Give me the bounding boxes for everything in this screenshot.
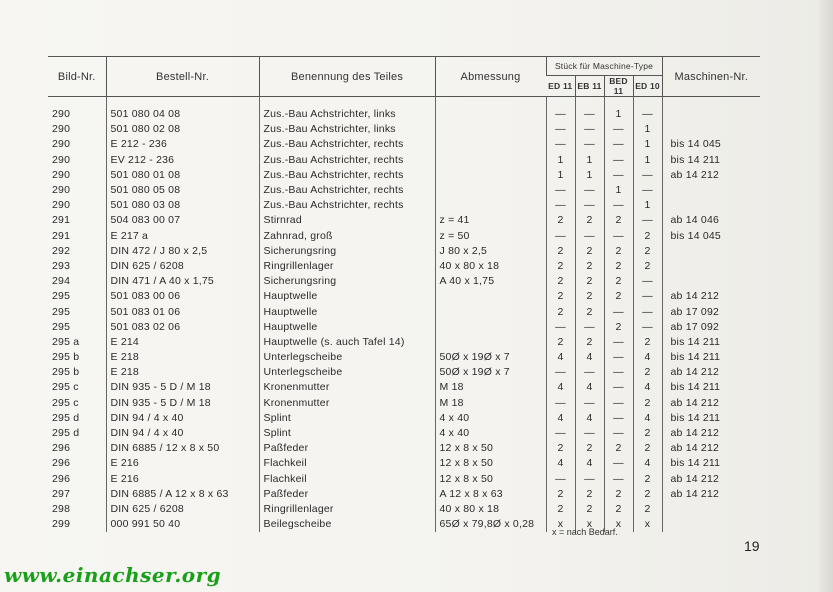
cell-bild-nr: 295 b: [52, 351, 80, 364]
header-abmessung: Abmessung: [435, 57, 546, 97]
table-row: [48, 213, 760, 228]
cell-eb11: x: [575, 517, 604, 532]
cell-benennung: Hauptwelle: [259, 320, 435, 335]
cell-eb11: —: [575, 426, 604, 441]
cell-bild-nr: 296: [52, 457, 71, 470]
header-bestell-nr: Bestell-Nr.: [106, 57, 259, 97]
header-ed11: ED 11: [546, 76, 575, 97]
cell-ed11: 2: [546, 487, 575, 502]
cell-bild-nr: 295 c: [52, 396, 79, 409]
parts-table: [48, 56, 760, 532]
cell-abmessung: 65Ø x 79,8Ø x 0,28: [435, 517, 546, 532]
cell-benennung: Beilegscheibe: [259, 517, 435, 532]
cell-eb11: 2: [575, 502, 604, 517]
cell-ed10: —: [633, 213, 662, 228]
cell-bed11: 1: [604, 107, 633, 122]
cell-ed11: —: [546, 183, 575, 198]
table-row: [48, 304, 760, 319]
table-row: [48, 137, 760, 152]
cell-eb11: 4: [575, 411, 604, 426]
cell-abmessung: 12 x 8 x 50: [435, 456, 546, 471]
table-row: [48, 168, 760, 183]
page-number: 19: [744, 538, 760, 554]
cell-bestell-nr: 501 080 04 08: [106, 107, 259, 122]
cell-bild-nr: 296: [52, 472, 71, 485]
cell-bild-nr: 295 d: [52, 427, 80, 440]
cell-bestell-nr: DIN 935 - 5 D / M 18: [106, 380, 259, 395]
cell-bild-nr: 295 d: [52, 411, 80, 424]
cell-benennung: Hauptwelle: [259, 304, 435, 319]
cell-bild-nr: 290: [52, 123, 71, 136]
cell-ed10: —: [633, 107, 662, 122]
cell-abmessung: 40 x 80 x 18: [435, 259, 546, 274]
cell-abmessung: 50Ø x 19Ø x 7: [435, 365, 546, 380]
cell-bed11: 2: [604, 441, 633, 456]
table-row: [48, 350, 760, 365]
cell-ed11: 2: [546, 441, 575, 456]
cell-abmessung: [435, 168, 546, 183]
page-edge-shadow: [819, 0, 833, 592]
cell-ed11: —: [546, 122, 575, 137]
cell-benennung: Zahnrad, groß: [259, 229, 435, 244]
cell-maschinen-nr: bis 14 211: [662, 456, 760, 471]
cell-maschinen-nr: ab 14 212: [662, 168, 760, 183]
cell-bestell-nr: 501 080 01 08: [106, 168, 259, 183]
cell-bed11: —: [604, 229, 633, 244]
header-benennung: Benennung des Teiles: [259, 57, 435, 97]
cell-eb11: 2: [575, 289, 604, 304]
table-row: [48, 183, 760, 198]
cell-bed11: x: [604, 517, 633, 532]
cell-bestell-nr: E 218: [106, 365, 259, 380]
cell-ed11: —: [546, 396, 575, 411]
cell-benennung: Splint: [259, 426, 435, 441]
cell-bestell-nr: 501 080 02 08: [106, 122, 259, 137]
cell-bed11: —: [604, 137, 633, 152]
cell-abmessung: 12 x 8 x 50: [435, 472, 546, 487]
cell-abmessung: A 12 x 8 x 63: [435, 487, 546, 502]
cell-benennung: Zus.-Bau Achstrichter, rechts: [259, 168, 435, 183]
cell-bestell-nr: E 212 - 236: [106, 137, 259, 152]
cell-abmessung: [435, 320, 546, 335]
cell-bed11: —: [604, 335, 633, 350]
cell-maschinen-nr: ab 14 212: [662, 487, 760, 502]
cell-ed10: 2: [633, 441, 662, 456]
cell-ed10: 4: [633, 350, 662, 365]
cell-ed10: —: [633, 168, 662, 183]
cell-bestell-nr: DIN 625 / 6208: [106, 502, 259, 517]
cell-abmessung: 12 x 8 x 50: [435, 441, 546, 456]
table-row: [48, 472, 760, 487]
cell-bild-nr: 294: [52, 275, 71, 288]
cell-bed11: —: [604, 350, 633, 365]
cell-abmessung: 4 x 40: [435, 411, 546, 426]
cell-benennung: Sicherungsring: [259, 274, 435, 289]
cell-ed11: 2: [546, 502, 575, 517]
cell-abmessung: z = 50: [435, 229, 546, 244]
cell-abmessung: 50Ø x 19Ø x 7: [435, 350, 546, 365]
cell-eb11: 4: [575, 456, 604, 471]
cell-eb11: 4: [575, 380, 604, 395]
cell-benennung: Unterlegscheibe: [259, 365, 435, 380]
table-row: [48, 456, 760, 471]
table-row: [48, 426, 760, 441]
cell-bestell-nr: DIN 935 - 5 D / M 18: [106, 396, 259, 411]
cell-abmessung: M 18: [435, 380, 546, 395]
cell-bestell-nr: 501 080 05 08: [106, 183, 259, 198]
cell-eb11: —: [575, 396, 604, 411]
cell-eb11: 2: [575, 487, 604, 502]
cell-abmessung: [435, 198, 546, 213]
cell-bild-nr: 290: [52, 138, 71, 151]
cell-ed11: 2: [546, 304, 575, 319]
cell-bild-nr: 297: [52, 487, 71, 500]
table-row: [48, 229, 760, 244]
cell-eb11: 2: [575, 304, 604, 319]
cell-benennung: Zus.-Bau Achstrichter, rechts: [259, 153, 435, 168]
cell-maschinen-nr: ab 14 212: [662, 396, 760, 411]
table-row: [48, 153, 760, 168]
table-row: [48, 198, 760, 213]
cell-bild-nr: 291: [52, 214, 71, 227]
header-stueck-group: Stück für Maschine-Type: [546, 57, 662, 76]
cell-ed11: —: [546, 365, 575, 380]
cell-eb11: —: [575, 320, 604, 335]
cell-ed10: 2: [633, 472, 662, 487]
cell-eb11: 4: [575, 350, 604, 365]
cell-bestell-nr: 501 083 02 06: [106, 320, 259, 335]
cell-eb11: 2: [575, 335, 604, 350]
cell-abmessung: 4 x 40: [435, 426, 546, 441]
cell-bild-nr: 295: [52, 305, 71, 318]
cell-eb11: 2: [575, 244, 604, 259]
cell-ed10: 2: [633, 259, 662, 274]
cell-bed11: —: [604, 456, 633, 471]
table-row: [48, 107, 760, 122]
cell-maschinen-nr: [662, 107, 760, 122]
cell-abmessung: [435, 304, 546, 319]
cell-eb11: 1: [575, 168, 604, 183]
header-bild-nr: Bild-Nr.: [48, 57, 106, 97]
cell-bestell-nr: DIN 6885 / A 12 x 8 x 63: [106, 487, 259, 502]
cell-bild-nr: 299: [52, 518, 71, 531]
cell-ed11: —: [546, 107, 575, 122]
table-row: [48, 335, 760, 350]
cell-abmessung: [435, 122, 546, 137]
cell-maschinen-nr: [662, 259, 760, 274]
table-row: [48, 487, 760, 502]
cell-eb11: —: [575, 365, 604, 380]
cell-ed11: x: [546, 517, 575, 532]
cell-bed11: 2: [604, 487, 633, 502]
table-row: [48, 411, 760, 426]
table-row: [48, 396, 760, 411]
cell-eb11: 1: [575, 153, 604, 168]
cell-ed10: —: [633, 320, 662, 335]
table-row: [48, 517, 760, 532]
cell-ed10: 2: [633, 335, 662, 350]
cell-abmessung: [435, 289, 546, 304]
cell-bed11: —: [604, 153, 633, 168]
cell-maschinen-nr: [662, 274, 760, 289]
cell-ed11: —: [546, 320, 575, 335]
cell-bestell-nr: EV 212 - 236: [106, 153, 259, 168]
cell-bestell-nr: DIN 6885 / 12 x 8 x 50: [106, 441, 259, 456]
cell-maschinen-nr: bis 14 045: [662, 137, 760, 152]
cell-maschinen-nr: ab 14 212: [662, 289, 760, 304]
cell-bestell-nr: 501 083 00 06: [106, 289, 259, 304]
cell-bed11: 2: [604, 213, 633, 228]
cell-ed10: 2: [633, 365, 662, 380]
cell-maschinen-nr: ab 14 212: [662, 441, 760, 456]
cell-maschinen-nr: bis 14 211: [662, 411, 760, 426]
cell-ed11: 2: [546, 259, 575, 274]
cell-benennung: Zus.-Bau Achstrichter, rechts: [259, 198, 435, 213]
cell-ed10: 2: [633, 396, 662, 411]
cell-benennung: Hauptwelle: [259, 289, 435, 304]
cell-ed11: 2: [546, 274, 575, 289]
cell-abmessung: [435, 335, 546, 350]
cell-ed11: 1: [546, 168, 575, 183]
cell-bild-nr: 295 c: [52, 381, 79, 394]
cell-ed11: 2: [546, 289, 575, 304]
table-row: [48, 502, 760, 517]
cell-maschinen-nr: ab 14 212: [662, 472, 760, 487]
cell-benennung: Sicherungsring: [259, 244, 435, 259]
table-row: [48, 380, 760, 395]
cell-bestell-nr: E 216: [106, 472, 259, 487]
cell-ed11: 2: [546, 335, 575, 350]
cell-bestell-nr: DIN 94 / 4 x 40: [106, 426, 259, 441]
cell-eb11: —: [575, 137, 604, 152]
cell-ed10: 2: [633, 426, 662, 441]
cell-ed10: 2: [633, 229, 662, 244]
cell-ed10: 1: [633, 153, 662, 168]
cell-ed10: x: [633, 517, 662, 532]
header-ed10: ED 10: [633, 76, 662, 97]
table-row: [48, 365, 760, 380]
table-row: [48, 259, 760, 274]
cell-eb11: 2: [575, 259, 604, 274]
cell-maschinen-nr: bis 14 211: [662, 153, 760, 168]
cell-maschinen-nr: ab 14 212: [662, 365, 760, 380]
cell-eb11: —: [575, 183, 604, 198]
table-row: [48, 122, 760, 137]
watermark-link[interactable]: www.einachser.org: [4, 563, 222, 587]
cell-abmessung: [435, 183, 546, 198]
cell-ed10: —: [633, 183, 662, 198]
cell-maschinen-nr: ab 17 092: [662, 304, 760, 319]
cell-bestell-nr: DIN 625 / 6208: [106, 259, 259, 274]
cell-benennung: Ringrillenlager: [259, 502, 435, 517]
cell-bild-nr: 290: [52, 184, 71, 197]
cell-bild-nr: 298: [52, 502, 71, 515]
cell-benennung: Kronenmutter: [259, 396, 435, 411]
cell-maschinen-nr: [662, 122, 760, 137]
cell-bild-nr: 295: [52, 290, 71, 303]
cell-benennung: Zus.-Bau Achstrichter, rechts: [259, 137, 435, 152]
cell-bild-nr: 292: [52, 244, 71, 257]
cell-abmessung: [435, 137, 546, 152]
header-eb11: EB 11: [575, 76, 604, 97]
cell-bed11: 2: [604, 274, 633, 289]
cell-benennung: Kronenmutter: [259, 380, 435, 395]
cell-abmessung: M 18: [435, 396, 546, 411]
cell-ed10: 1: [633, 122, 662, 137]
cell-maschinen-nr: bis 14 211: [662, 335, 760, 350]
cell-ed11: 2: [546, 213, 575, 228]
cell-ed10: 1: [633, 198, 662, 213]
cell-benennung: Flachkeil: [259, 472, 435, 487]
cell-ed10: 1: [633, 137, 662, 152]
cell-eb11: 2: [575, 213, 604, 228]
cell-ed11: —: [546, 472, 575, 487]
table-spacer-row: [48, 97, 760, 108]
cell-ed11: 1: [546, 153, 575, 168]
cell-ed11: 4: [546, 350, 575, 365]
cell-ed11: —: [546, 229, 575, 244]
cell-bestell-nr: DIN 471 / A 40 x 1,75: [106, 274, 259, 289]
cell-bed11: 2: [604, 244, 633, 259]
cell-ed11: —: [546, 426, 575, 441]
cell-ed10: 2: [633, 502, 662, 517]
cell-abmessung: z = 41: [435, 213, 546, 228]
cell-maschinen-nr: bis 14 211: [662, 380, 760, 395]
cell-bed11: —: [604, 380, 633, 395]
cell-bestell-nr: DIN 94 / 4 x 40: [106, 411, 259, 426]
cell-eb11: 2: [575, 274, 604, 289]
cell-ed10: 4: [633, 456, 662, 471]
cell-bed11: 1: [604, 183, 633, 198]
cell-maschinen-nr: [662, 517, 760, 532]
cell-benennung: Paßfeder: [259, 487, 435, 502]
cell-bild-nr: 293: [52, 259, 71, 272]
cell-abmessung: J 80 x 2,5: [435, 244, 546, 259]
cell-bed11: —: [604, 198, 633, 213]
cell-maschinen-nr: [662, 502, 760, 517]
cell-bed11: 2: [604, 259, 633, 274]
cell-bild-nr: 295 b: [52, 366, 80, 379]
cell-maschinen-nr: [662, 198, 760, 213]
cell-maschinen-nr: ab 14 046: [662, 213, 760, 228]
cell-bestell-nr: 501 083 01 06: [106, 304, 259, 319]
cell-benennung: Zus.-Bau Achstrichter, rechts: [259, 183, 435, 198]
cell-bild-nr: 295 a: [52, 335, 80, 348]
cell-bed11: —: [604, 411, 633, 426]
table-row: [48, 441, 760, 456]
table-row: [48, 289, 760, 304]
table-row: [48, 274, 760, 289]
cell-bestell-nr: DIN 472 / J 80 x 2,5: [106, 244, 259, 259]
cell-ed10: —: [633, 304, 662, 319]
cell-benennung: Paßfeder: [259, 441, 435, 456]
cell-maschinen-nr: ab 14 212: [662, 426, 760, 441]
cell-ed10: 2: [633, 487, 662, 502]
cell-ed11: —: [546, 198, 575, 213]
cell-ed10: —: [633, 289, 662, 304]
cell-bild-nr: 290: [52, 108, 71, 121]
cell-ed11: 4: [546, 380, 575, 395]
cell-eb11: —: [575, 198, 604, 213]
cell-ed10: —: [633, 274, 662, 289]
cell-bed11: 2: [604, 502, 633, 517]
cell-bed11: —: [604, 168, 633, 183]
cell-maschinen-nr: bis 14 211: [662, 350, 760, 365]
cell-maschinen-nr: [662, 244, 760, 259]
cell-maschinen-nr: ab 17 092: [662, 320, 760, 335]
cell-eb11: —: [575, 122, 604, 137]
cell-abmessung: [435, 153, 546, 168]
cell-ed10: 4: [633, 380, 662, 395]
cell-abmessung: [435, 107, 546, 122]
cell-bed11: 2: [604, 289, 633, 304]
header-bed11: BED 11: [604, 76, 633, 97]
cell-eb11: —: [575, 229, 604, 244]
cell-benennung: Hauptwelle (s. auch Tafel 14): [259, 335, 435, 350]
cell-eb11: —: [575, 107, 604, 122]
cell-bild-nr: 291: [52, 229, 71, 242]
footnote: x = nach Bedarf.: [552, 527, 618, 537]
cell-bed11: —: [604, 304, 633, 319]
cell-bestell-nr: 000 991 50 40: [106, 517, 259, 532]
cell-benennung: Zus.-Bau Achstrichter, links: [259, 107, 435, 122]
cell-bild-nr: 290: [52, 168, 71, 181]
table-row: [48, 244, 760, 259]
cell-maschinen-nr: bis 14 045: [662, 229, 760, 244]
cell-bed11: —: [604, 472, 633, 487]
cell-benennung: Unterlegscheibe: [259, 350, 435, 365]
cell-bild-nr: 290: [52, 153, 71, 166]
cell-abmessung: 40 x 80 x 18: [435, 502, 546, 517]
cell-bestell-nr: 501 080 03 08: [106, 198, 259, 213]
cell-bed11: —: [604, 122, 633, 137]
cell-ed10: 4: [633, 411, 662, 426]
cell-ed11: 2: [546, 244, 575, 259]
cell-bed11: —: [604, 365, 633, 380]
cell-benennung: Flachkeil: [259, 456, 435, 471]
cell-ed10: 2: [633, 244, 662, 259]
cell-benennung: Ringrillenlager: [259, 259, 435, 274]
cell-bed11: —: [604, 426, 633, 441]
cell-bestell-nr: 504 083 00 07: [106, 213, 259, 228]
cell-benennung: Stirnrad: [259, 213, 435, 228]
cell-ed11: 4: [546, 456, 575, 471]
parts-table-body: [48, 97, 760, 533]
cell-benennung: Splint: [259, 411, 435, 426]
cell-eb11: 2: [575, 441, 604, 456]
cell-abmessung: A 40 x 1,75: [435, 274, 546, 289]
cell-bestell-nr: E 216: [106, 456, 259, 471]
cell-benennung: Zus.-Bau Achstrichter, links: [259, 122, 435, 137]
cell-bild-nr: 290: [52, 199, 71, 212]
cell-bestell-nr: E 217 a: [106, 229, 259, 244]
cell-bed11: —: [604, 396, 633, 411]
table-row: [48, 320, 760, 335]
header-maschinen-nr: Maschinen-Nr.: [662, 57, 760, 97]
cell-bestell-nr: E 214: [106, 335, 259, 350]
cell-maschinen-nr: [662, 183, 760, 198]
cell-bestell-nr: E 218: [106, 350, 259, 365]
cell-bild-nr: 296: [52, 442, 71, 455]
cell-ed11: —: [546, 137, 575, 152]
cell-bild-nr: 295: [52, 320, 71, 333]
cell-eb11: —: [575, 472, 604, 487]
cell-ed11: 4: [546, 411, 575, 426]
cell-bed11: 2: [604, 320, 633, 335]
